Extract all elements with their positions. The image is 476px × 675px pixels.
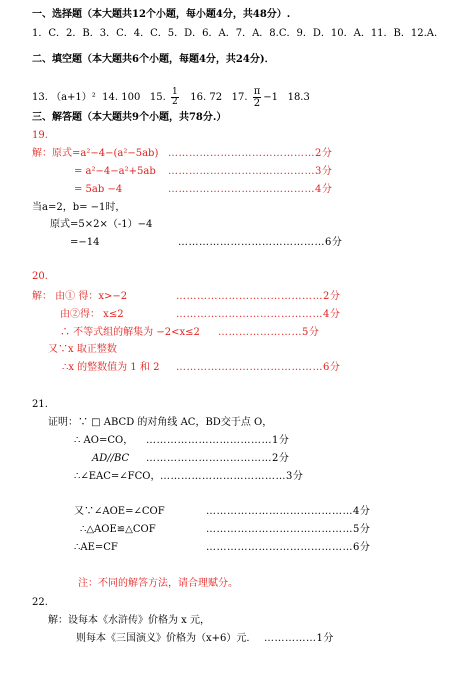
fraction-17: $\frac{\pi}{2}$: [253, 86, 261, 109]
q20-line4: 又∵x 取正整数: [48, 344, 117, 355]
q21-line4: ∴∠EAC=∠FCO，: [74, 471, 161, 482]
q19-line6: =−14: [70, 237, 100, 248]
q20-line2: 由②得： x≤2: [60, 309, 124, 320]
section1-title: 一、选择题（本大题共12个小题，每小题4分，共48分）.: [32, 9, 291, 20]
q19-line1: 解：原式=a²−4−(a²−5ab): [32, 148, 159, 159]
q20-number: 20.: [32, 271, 48, 282]
answer-15: 15.: [149, 92, 166, 103]
q21-line7-score: ……………………………………6分: [206, 542, 371, 553]
answer-14: 14. 100: [102, 92, 141, 103]
q21-line2: ∴ AO=CO，: [74, 435, 134, 446]
q19-line3-score: ……………………………………4分: [168, 184, 333, 195]
q19-line1-score: ……………………………………2分: [168, 148, 333, 159]
section2-answers: [32, 86, 310, 109]
answer-17-tail: −1: [263, 92, 279, 103]
q19-number: 19.: [32, 130, 48, 141]
q21-line6: ∴△AOE≌△COF: [80, 524, 156, 535]
section2-title: 二、填空题（本大题共6个小题，每题4分，共24分)．: [32, 54, 275, 65]
q19-line2: = a²−4−a²+5ab: [74, 166, 156, 177]
q21-note: 注：不同的解答方法，请合理赋分。: [78, 578, 238, 589]
q21-number: 21.: [32, 399, 48, 410]
answer-13: 13. （a+1）²: [32, 92, 96, 103]
q21-line3-score: ………………………………2分: [146, 453, 290, 464]
fraction-15: $\frac{1}{2}$: [171, 87, 178, 107]
q19-line3: = 5ab −4: [74, 184, 123, 195]
q21-line7: ∴AE=CF: [74, 542, 118, 553]
q20-line5: ∴x 的整数值为 1 和 2: [62, 362, 160, 373]
q20-line3-score: ……………………5分: [218, 327, 320, 338]
q19-line2-score: ……………………………………3分: [168, 166, 333, 177]
q22-line1: 解：设每本《水浒传》价格为 x 元，: [48, 615, 210, 626]
q21-line3: AD//BC: [92, 453, 130, 464]
q22-line2: 则每本《三国演义》价格为（x+6）元．: [76, 633, 257, 644]
q21-line5: 又∵∠AOE=∠COF: [74, 506, 165, 517]
q21-line1: 证明：∵ □ ABCD 的对角线 AC，BD交于点 O，: [48, 417, 273, 428]
q20-line3: ∴ 不等式组的解集为 −2<x≤2: [60, 327, 200, 338]
q19-line5: 原式=5×2×（-1）−4: [50, 219, 153, 230]
q20-line5-score: ……………………………………6分: [176, 362, 341, 373]
q19-line4: 当a=2，b= −1时，: [32, 202, 126, 213]
q22-number: 22.: [32, 597, 48, 608]
q21-line5-score: ……………………………………4分: [206, 506, 371, 517]
answer-17: 17.: [231, 92, 248, 103]
q20-line1-score: ……………………………………2分: [176, 291, 341, 302]
q19-line6-score: ……………………………………6分: [178, 237, 343, 248]
q20-line2-score: ……………………………………4分: [176, 309, 341, 320]
section3-title: 三、解答题（本大题共9个小题，共78分.）: [32, 112, 227, 123]
section1-answers: 1．C．2．B．3．C．4．C．5．D．6．A．7．A．8.C．9．D．10．A．11．B．12.A.: [32, 28, 438, 39]
answer-18: 18.3: [287, 92, 310, 103]
q21-line4-score: ………………………………3分: [160, 471, 304, 482]
q21-line6-score: ……………………………………5分: [206, 524, 371, 535]
q20-line1: 解： 由① 得：x>−2: [32, 291, 128, 302]
q22-line2-score: ……………1分: [264, 633, 334, 644]
answer-16: 16. 72: [190, 92, 223, 103]
q21-line2-score: ………………………………1分: [146, 435, 290, 446]
